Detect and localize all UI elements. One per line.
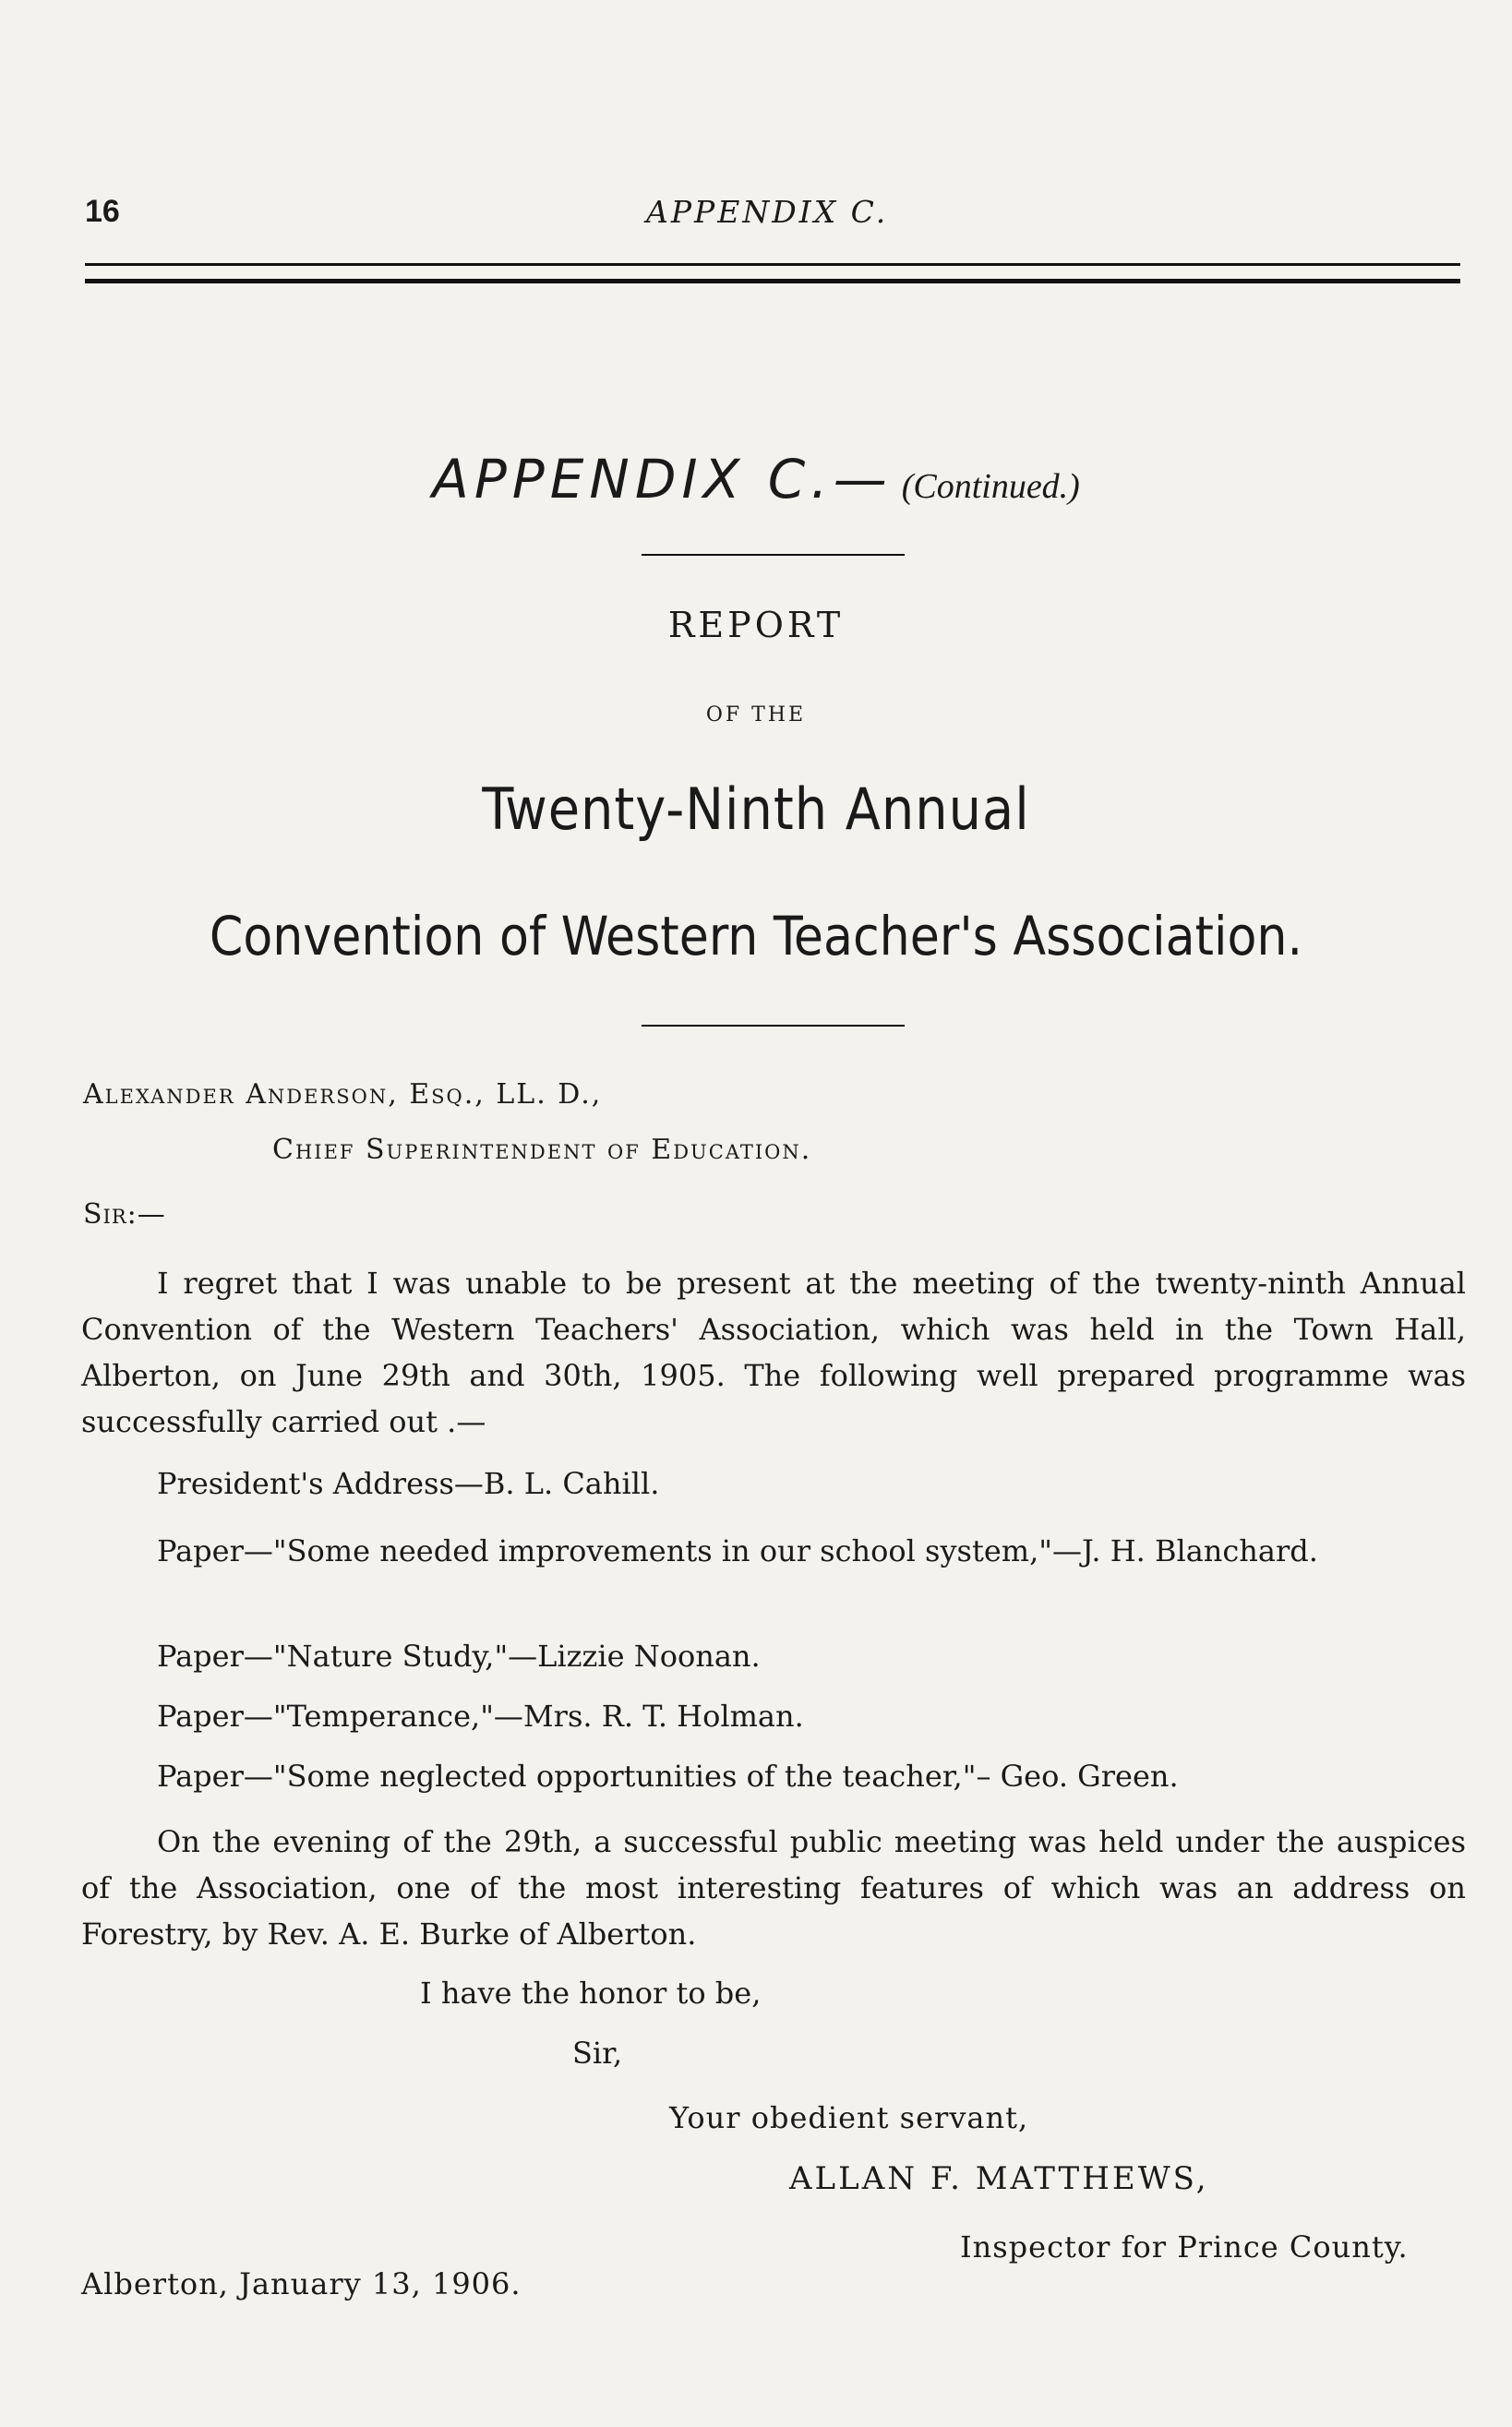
report-subtitle-of-the: OF THE [705,703,807,727]
page-number: 16 [85,194,120,229]
letter-closing-line: Sir, [572,2036,623,2071]
programme-item: Paper—"Some neglected opportunities of the teacher,"– Geo. Green. [157,1759,1179,1794]
running-title: APPENDIX C. [646,194,889,230]
letter-signer-title: Inspector for Prince County. [960,2229,1409,2265]
appendix-continued-label: (Continued.) [901,467,1080,506]
appendix-heading [0,448,1512,511]
convention-title-line-1: Twenty-Ninth Annual [482,775,1030,843]
convention-title-line-2: Convention of Western Teacher's Association. [209,905,1303,967]
letter-salutation: Sir:— [83,1198,166,1231]
programme-item: Paper—"Some needed improvements in our school system,"—J. H. Blanchard. [157,1533,1318,1568]
programme-item: Paper—"Temperance,"—Mrs. R. T. Holman. [157,1699,804,1734]
appendix-title: APPENDIX C.— [432,448,893,511]
programme-item: President's Address—B. L. Cahill. [157,1466,660,1501]
letter-closing-line: I have the honor to be, [420,1976,762,2011]
letter-closing-line: Your obedient servant, [669,2100,1029,2135]
divider-rule [642,554,905,556]
letter-addressee: Alexander Anderson, Esq., LL. D., [83,1078,603,1111]
letter-paragraph-2: On the evening of the 29th, a successful public meeting was held under the auspices of the Association, one of the most interesting features of which was an address on Forestry, by Rev. A. E. Burke of Alberton. [81,1824,1466,1952]
letter-paragraph-1: I regret that I was unable to be present at the meeting of the twenty-ninth Annual Convention of the Western Teachers' Association, which was held in the Town Hall, Alberton, on June 29th and 30th, 1905. The following well prepared programme was successfully carried out .— [81,1266,1466,1439]
programme-item: Paper—"Nature Study,"—Lizzie Noonan. [157,1639,761,1674]
letter-addressee-title: Chief Superintendent of Education. [272,1134,812,1166]
divider-rule [642,1025,905,1027]
report-title: REPORT [667,605,845,645]
letter-signer: ALLAN F. MATTHEWS, [789,2160,1209,2197]
letter-date-line: Alberton, January 13, 1906. [81,2266,522,2301]
running-head [0,194,1512,249]
header-double-rule [85,263,1460,283]
